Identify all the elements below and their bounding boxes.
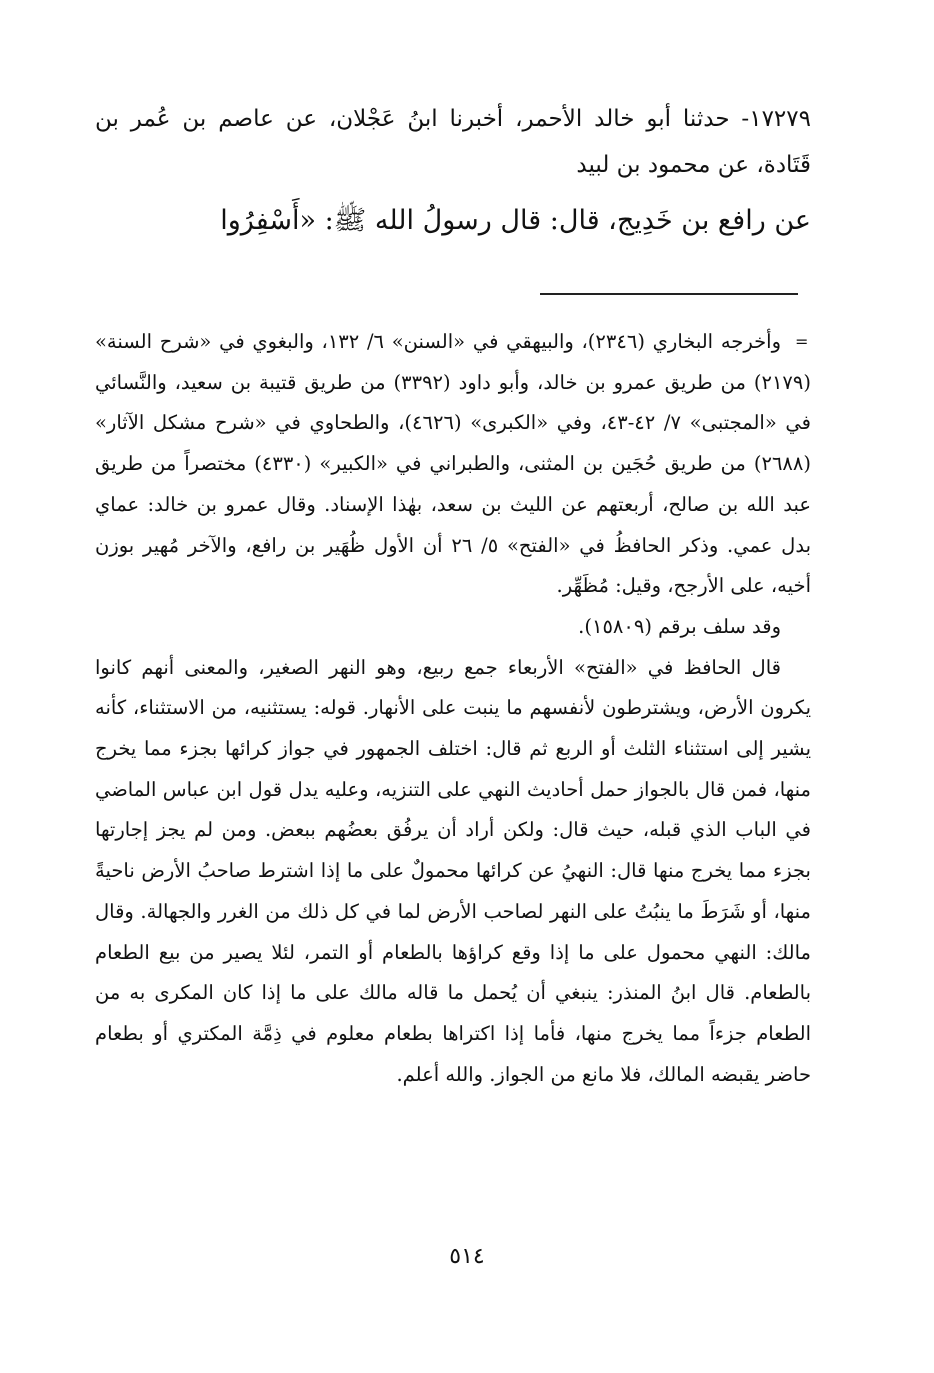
footnote-divider (540, 293, 798, 295)
footnote-continuation-mark: = (795, 332, 809, 351)
hadith-matn: عن رافع بن خَدِيج، قال: قال رسولُ الله ﷺ: «أَسْفِرُوا (220, 205, 811, 236)
page-number: ٥١٤ (449, 1244, 485, 1269)
hadith-isnad: ١٧٢٧٩- حدثنا أبو خالد الأحمر، أخبرنا ابنُ عَجْلان، عن عاصم بن عُمر بن قَتَادة، عن محمود بن لبيد (95, 106, 811, 178)
footnotes (95, 322, 811, 1095)
footnote-sabaqa: وقد سلف برقم (١٥٨٠٩). (578, 614, 781, 638)
footnote-fath: قال الحافظ في «الفتح» الأربعاء جمع ربيع، وهو النهر الصغير، والمعنى أنهم كانوا يكرون الأرض، ويشترطون لأنفسهم ما ينبت على الأنهار. قوله: يستثنيه، من الاستثناء، كأنه يشير إلى استثناء الثلث أو الربع ثم قال: اختلف الجمهور في جواز كرائها بجزء مما يخرج منها، فمن قال بالجواز حمل أحاديث النهي على التنزيه، وعليه يدل قول ابن عباس الماضي في الباب الذي قبله، حيث قال: ولكن أراد أن يرفُق بعضُهم ببعض. ومن لم يجز إجارتها بجزء مما يخرج منها قال: النهيُ عن كرائها محمولٌ على ما إذا اشترط صاحبُ الأرض ناحيةً منها، أو شَرَطَ ما ينبُتُ على النهر لصاحب الأرض لما في كل ذلك من الغرر والجهالة. وقال مالك: النهي محمول على ما إذا وقع كراؤها بالطعام أو التمر، لئلا يصير من بيع الطعام بالطعام. قال ابنُ المنذر: ينبغي أن يُحمل ما قاله مالك على ما إذا كان المكرى به من الطعام جزءاً مما يخرج منها، فأما إذا اكتراها بطعام معلوم في ذِمَّة المكتري أو بطعام حاضر يقبضه المالك، فلا مانع من الجواز. والله أعلم. (95, 655, 811, 1086)
footnote-takhrij: وأخرجه البخاري (٢٣٤٦)، والبيهقي في «السنن» ٦/ ١٣٢، والبغوي في «شرح السنة» (٢١٧٩) من طريق عمرو بن خالد، وأبو داود (٣٣٩٢) من طريق قتيبة بن سعيد، والنَّسائي في «المجتبى» ٧/ ٤٢-٤٣، وفي «الكبرى» (٤٦٢٦)، والطحاوي في «شرح مشكل الآثار» (٢٦٨٨) من طريق حُجَين بن المثنى، والطبراني في «الكبير» (٤٣٣٠) مختصراً من طريق عبد الله بن صالح، أربعتهم عن الليث بن سعد، بهٰذا الإسناد. وقال عمرو بن خالد: عماي بدل عمي. وذكر الحافظُ في «الفتح» ٥/ ٢٦ أن الأول ظُهَير بن رافع، والآخر مُهير بوزن أخيه، على الأرجح، وقيل: مُظَهِّر. (95, 330, 811, 598)
main-text (95, 96, 811, 246)
